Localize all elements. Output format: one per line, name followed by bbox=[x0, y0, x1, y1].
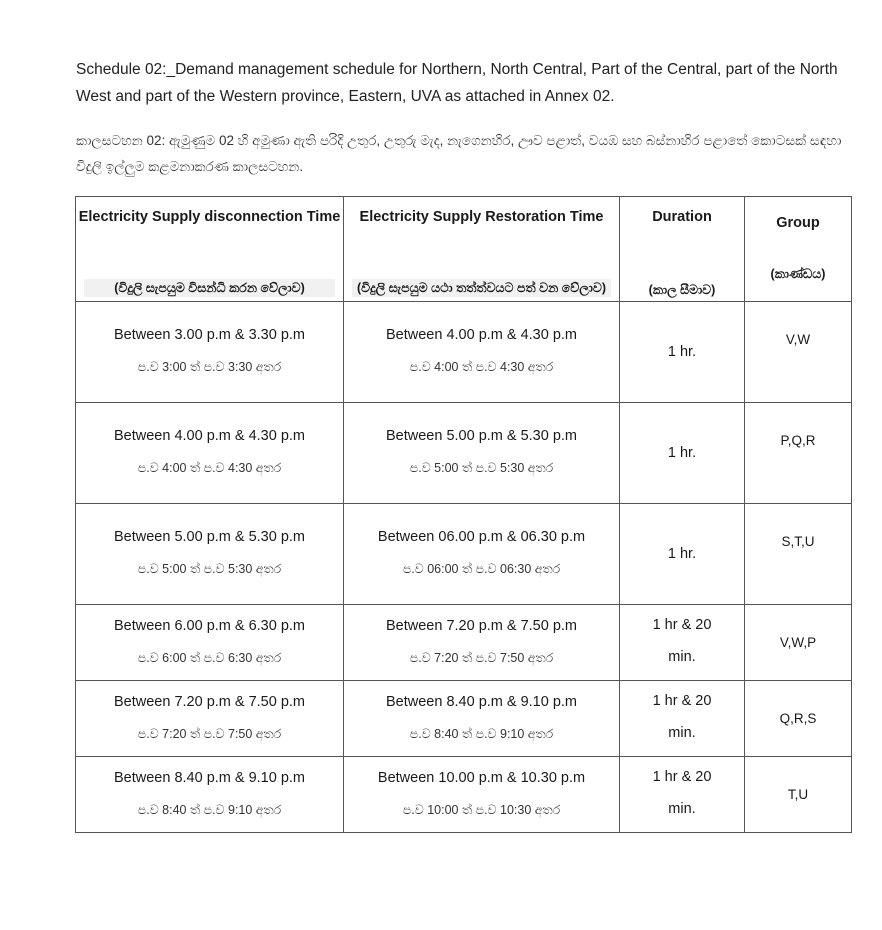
duration-cell bbox=[620, 757, 745, 833]
table-row bbox=[76, 757, 852, 833]
time-si: ප.ව 5:00 ත් ප.ව 5:30 අතර bbox=[137, 562, 282, 576]
table-row bbox=[76, 504, 852, 605]
time-si: ප.ව 8:40 ත් ප.ව 9:10 අතර bbox=[409, 727, 554, 741]
duration-cell bbox=[620, 403, 745, 504]
time-en: Between 8.40 p.m & 9.10 p.m bbox=[113, 770, 306, 786]
header-group bbox=[745, 197, 852, 302]
header-label: Electricity Supply disconnection Time bbox=[78, 209, 341, 225]
group-value: V,W bbox=[785, 332, 811, 347]
time-si: ප.ව 7:20 ත් ප.ව 7:50 අතර bbox=[137, 727, 282, 741]
duration-value: 1 hr & 20 bbox=[652, 617, 712, 633]
duration-cell bbox=[620, 504, 745, 605]
duration-value: 1 hr. bbox=[667, 546, 697, 562]
restoration-cell bbox=[344, 681, 620, 757]
time-si: ප.ව 06:00 ත් ප.ව 06:30 අතර bbox=[402, 562, 561, 576]
group-cell bbox=[745, 504, 852, 605]
time-en: Between 7.20 p.m & 7.50 p.m bbox=[385, 618, 578, 634]
time-si: ප.ව 5:00 ත් ප.ව 5:30 අතර bbox=[409, 461, 554, 475]
time-en: Between 10.00 p.m & 10.30 p.m bbox=[377, 770, 586, 786]
time-en: Between 5.00 p.m & 5.30 p.m bbox=[113, 529, 306, 545]
header-label-sinhala: (විදුලි සැපයුම විසන්ධි කරන වේලාව) bbox=[84, 279, 335, 297]
group-value: Q,R,S bbox=[779, 711, 817, 726]
header-label-sinhala: (කාල සීමාව) bbox=[648, 283, 716, 297]
group-value: S,T,U bbox=[781, 534, 815, 549]
group-value: T,U bbox=[787, 787, 809, 802]
schedule-table bbox=[75, 196, 852, 833]
disconnection-cell bbox=[76, 757, 344, 833]
header-label: Electricity Supply Restoration Time bbox=[359, 209, 604, 225]
duration-unit: min. bbox=[668, 649, 696, 665]
header-label-sinhala: (විදුලි සැපයුම යථා තත්ත්වයට පත් වන වේලාව) bbox=[352, 279, 611, 297]
table-row bbox=[76, 302, 852, 403]
group-value: P,Q,R bbox=[780, 433, 816, 448]
time-en: Between 3.00 p.m & 3.30 p.m bbox=[113, 327, 306, 343]
time-si: ප.ව 7:20 ත් ප.ව 7:50 අතර bbox=[409, 651, 554, 665]
time-en: Between 5.00 p.m & 5.30 p.m bbox=[385, 428, 578, 444]
restoration-cell bbox=[344, 403, 620, 504]
table-row bbox=[76, 605, 852, 681]
disconnection-cell bbox=[76, 302, 344, 403]
group-cell bbox=[745, 757, 852, 833]
group-cell bbox=[745, 302, 852, 403]
header-disconnection-time bbox=[76, 197, 344, 302]
header-restoration-time bbox=[344, 197, 620, 302]
table-header-row bbox=[76, 197, 852, 302]
disconnection-cell bbox=[76, 605, 344, 681]
group-cell bbox=[745, 403, 852, 504]
time-en: Between 4.00 p.m & 4.30 p.m bbox=[385, 327, 578, 343]
time-si: ප.ව 4:00 ත් ප.ව 4:30 අතර bbox=[137, 461, 282, 475]
duration-unit: min. bbox=[668, 801, 696, 817]
table-row bbox=[76, 681, 852, 757]
time-si: ප.ව 4:00 ත් ප.ව 4:30 අතර bbox=[409, 360, 554, 374]
duration-cell bbox=[620, 605, 745, 681]
time-si: ප.ව 8:40 ත් ප.ව 9:10 අතර bbox=[137, 803, 282, 817]
disconnection-cell bbox=[76, 403, 344, 504]
restoration-cell bbox=[344, 302, 620, 403]
header-label: Duration bbox=[652, 209, 712, 225]
schedule-heading-sinhala: කාලසටහන 02: ඇමුණුම 02 හි අමුණා ඇති පරිදි උතුර, උතුරු මැද, නැගෙනහිර, ඌව පළාත්, වයඹ සහ බස්නාහිර පළාතේ කොටසක් සඳහා විදුලි ඉල්ලුම කළමනාකරණ කාලසටහන. bbox=[76, 133, 842, 174]
time-en: Between 7.20 p.m & 7.50 p.m bbox=[113, 694, 306, 710]
schedule-heading: Schedule 02:_Demand management schedule for Northern, North Central, Part of the Central, part of the North West and part of the Western province, Eastern, UVA as attached in Annex 02. bbox=[76, 61, 838, 105]
disconnection-cell bbox=[76, 504, 344, 605]
group-cell bbox=[745, 605, 852, 681]
restoration-cell bbox=[344, 757, 620, 833]
restoration-cell bbox=[344, 504, 620, 605]
duration-value: 1 hr & 20 bbox=[652, 693, 712, 709]
header-duration bbox=[620, 197, 745, 302]
duration-cell bbox=[620, 302, 745, 403]
time-en: Between 8.40 p.m & 9.10 p.m bbox=[385, 694, 578, 710]
restoration-cell bbox=[344, 605, 620, 681]
time-si: ප.ව 10:00 ත් ප.ව 10:30 අතර bbox=[402, 803, 561, 817]
header-label-sinhala: (කාණ්ඩය) bbox=[770, 267, 826, 281]
group-value: V,W,P bbox=[779, 635, 817, 650]
group-cell bbox=[745, 681, 852, 757]
time-en: Between 4.00 p.m & 4.30 p.m bbox=[113, 428, 306, 444]
time-en: Between 06.00 p.m & 06.30 p.m bbox=[377, 529, 586, 545]
time-si: ප.ව 6:00 ත් ප.ව 6:30 අතර bbox=[137, 651, 282, 665]
header-label: Group bbox=[776, 215, 820, 231]
time-si: ප.ව 3:00 ත් ප.ව 3:30 අතර bbox=[137, 360, 282, 374]
duration-unit: min. bbox=[668, 725, 696, 741]
duration-value: 1 hr. bbox=[667, 344, 697, 360]
duration-value: 1 hr & 20 bbox=[652, 769, 712, 785]
time-en: Between 6.00 p.m & 6.30 p.m bbox=[113, 618, 306, 634]
table-row bbox=[76, 403, 852, 504]
disconnection-cell bbox=[76, 681, 344, 757]
duration-value: 1 hr. bbox=[667, 445, 697, 461]
duration-cell bbox=[620, 681, 745, 757]
